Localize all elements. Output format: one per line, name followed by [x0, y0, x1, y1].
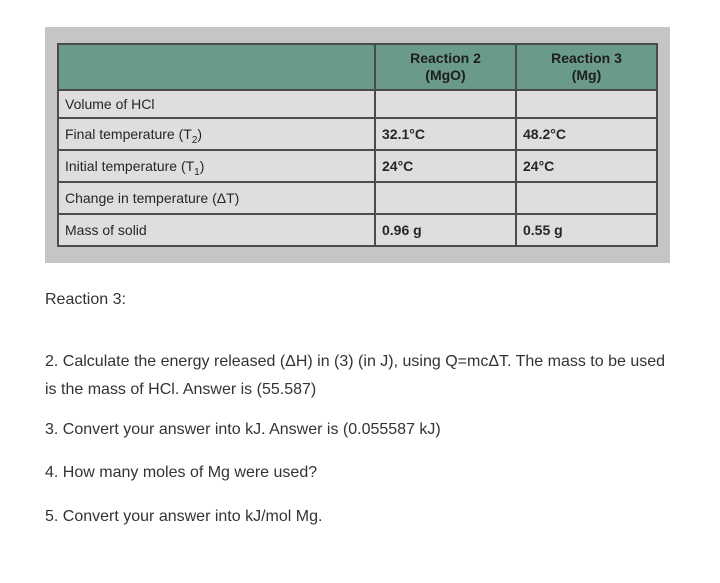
cell-volume-hcl-r3	[516, 90, 657, 118]
data-table-panel	[45, 27, 670, 263]
row-label-final-temp: Final temperature $(T_2)$	[58, 118, 375, 150]
row-label-volume-hcl: Volume of HCl	[58, 90, 375, 118]
question-3: 3. Convert your answer into kJ. Answer is (0.055587 kJ)	[45, 421, 441, 438]
row-label-initial-temp: Initial temperature $(T_1)$	[58, 150, 375, 182]
reaction-heading: Reaction 3:	[45, 291, 126, 308]
table-row-mass-solid	[58, 214, 657, 246]
table-row-volume-hcl	[58, 90, 657, 118]
question-2: 2. Calculate the energy released (ΔH) in (3) (in J), using Q=mcΔT. The mass to be used is the mass of HCl. Answer is (55.587)	[45, 353, 666, 398]
cell-final-temp-r3: 48.2°C	[516, 118, 657, 150]
cell-initial-temp-r3: 24°C	[516, 150, 657, 182]
table-row-final-temp	[58, 118, 657, 150]
header-empty-cell	[58, 44, 375, 90]
row-label-mass-solid: Mass of solid	[58, 214, 375, 246]
cell-change-temp-r2	[375, 182, 516, 214]
header-reaction-3-title: Reaction 3	[551, 50, 622, 66]
header-reaction-2	[375, 44, 516, 90]
row-label-change-temp: Change in temperature (ΔT)	[58, 182, 375, 214]
question-4: 4. How many moles of Mg were used?	[45, 464, 318, 481]
cell-mass-solid-r2: 0.96 g	[375, 214, 516, 246]
cell-change-temp-r3	[516, 182, 657, 214]
header-reaction-3-subtitle: (Mg)	[571, 67, 602, 83]
cell-volume-hcl-r2	[375, 90, 516, 118]
question-5: 5. Convert your answer into kJ/mol Mg.	[45, 508, 323, 525]
header-reaction-2-title: Reaction 2	[410, 50, 481, 66]
table-header-row	[58, 44, 657, 90]
cell-mass-solid-r3: 0.55 g	[516, 214, 657, 246]
table-row-initial-temp	[58, 150, 657, 182]
header-reaction-2-subtitle: (MgO)	[425, 67, 466, 83]
cell-initial-temp-r2: 24°C	[375, 150, 516, 182]
header-reaction-3	[516, 44, 657, 90]
data-table	[57, 43, 658, 247]
table-row-change-temp	[58, 182, 657, 214]
cell-final-temp-r2: 32.1°C	[375, 118, 516, 150]
